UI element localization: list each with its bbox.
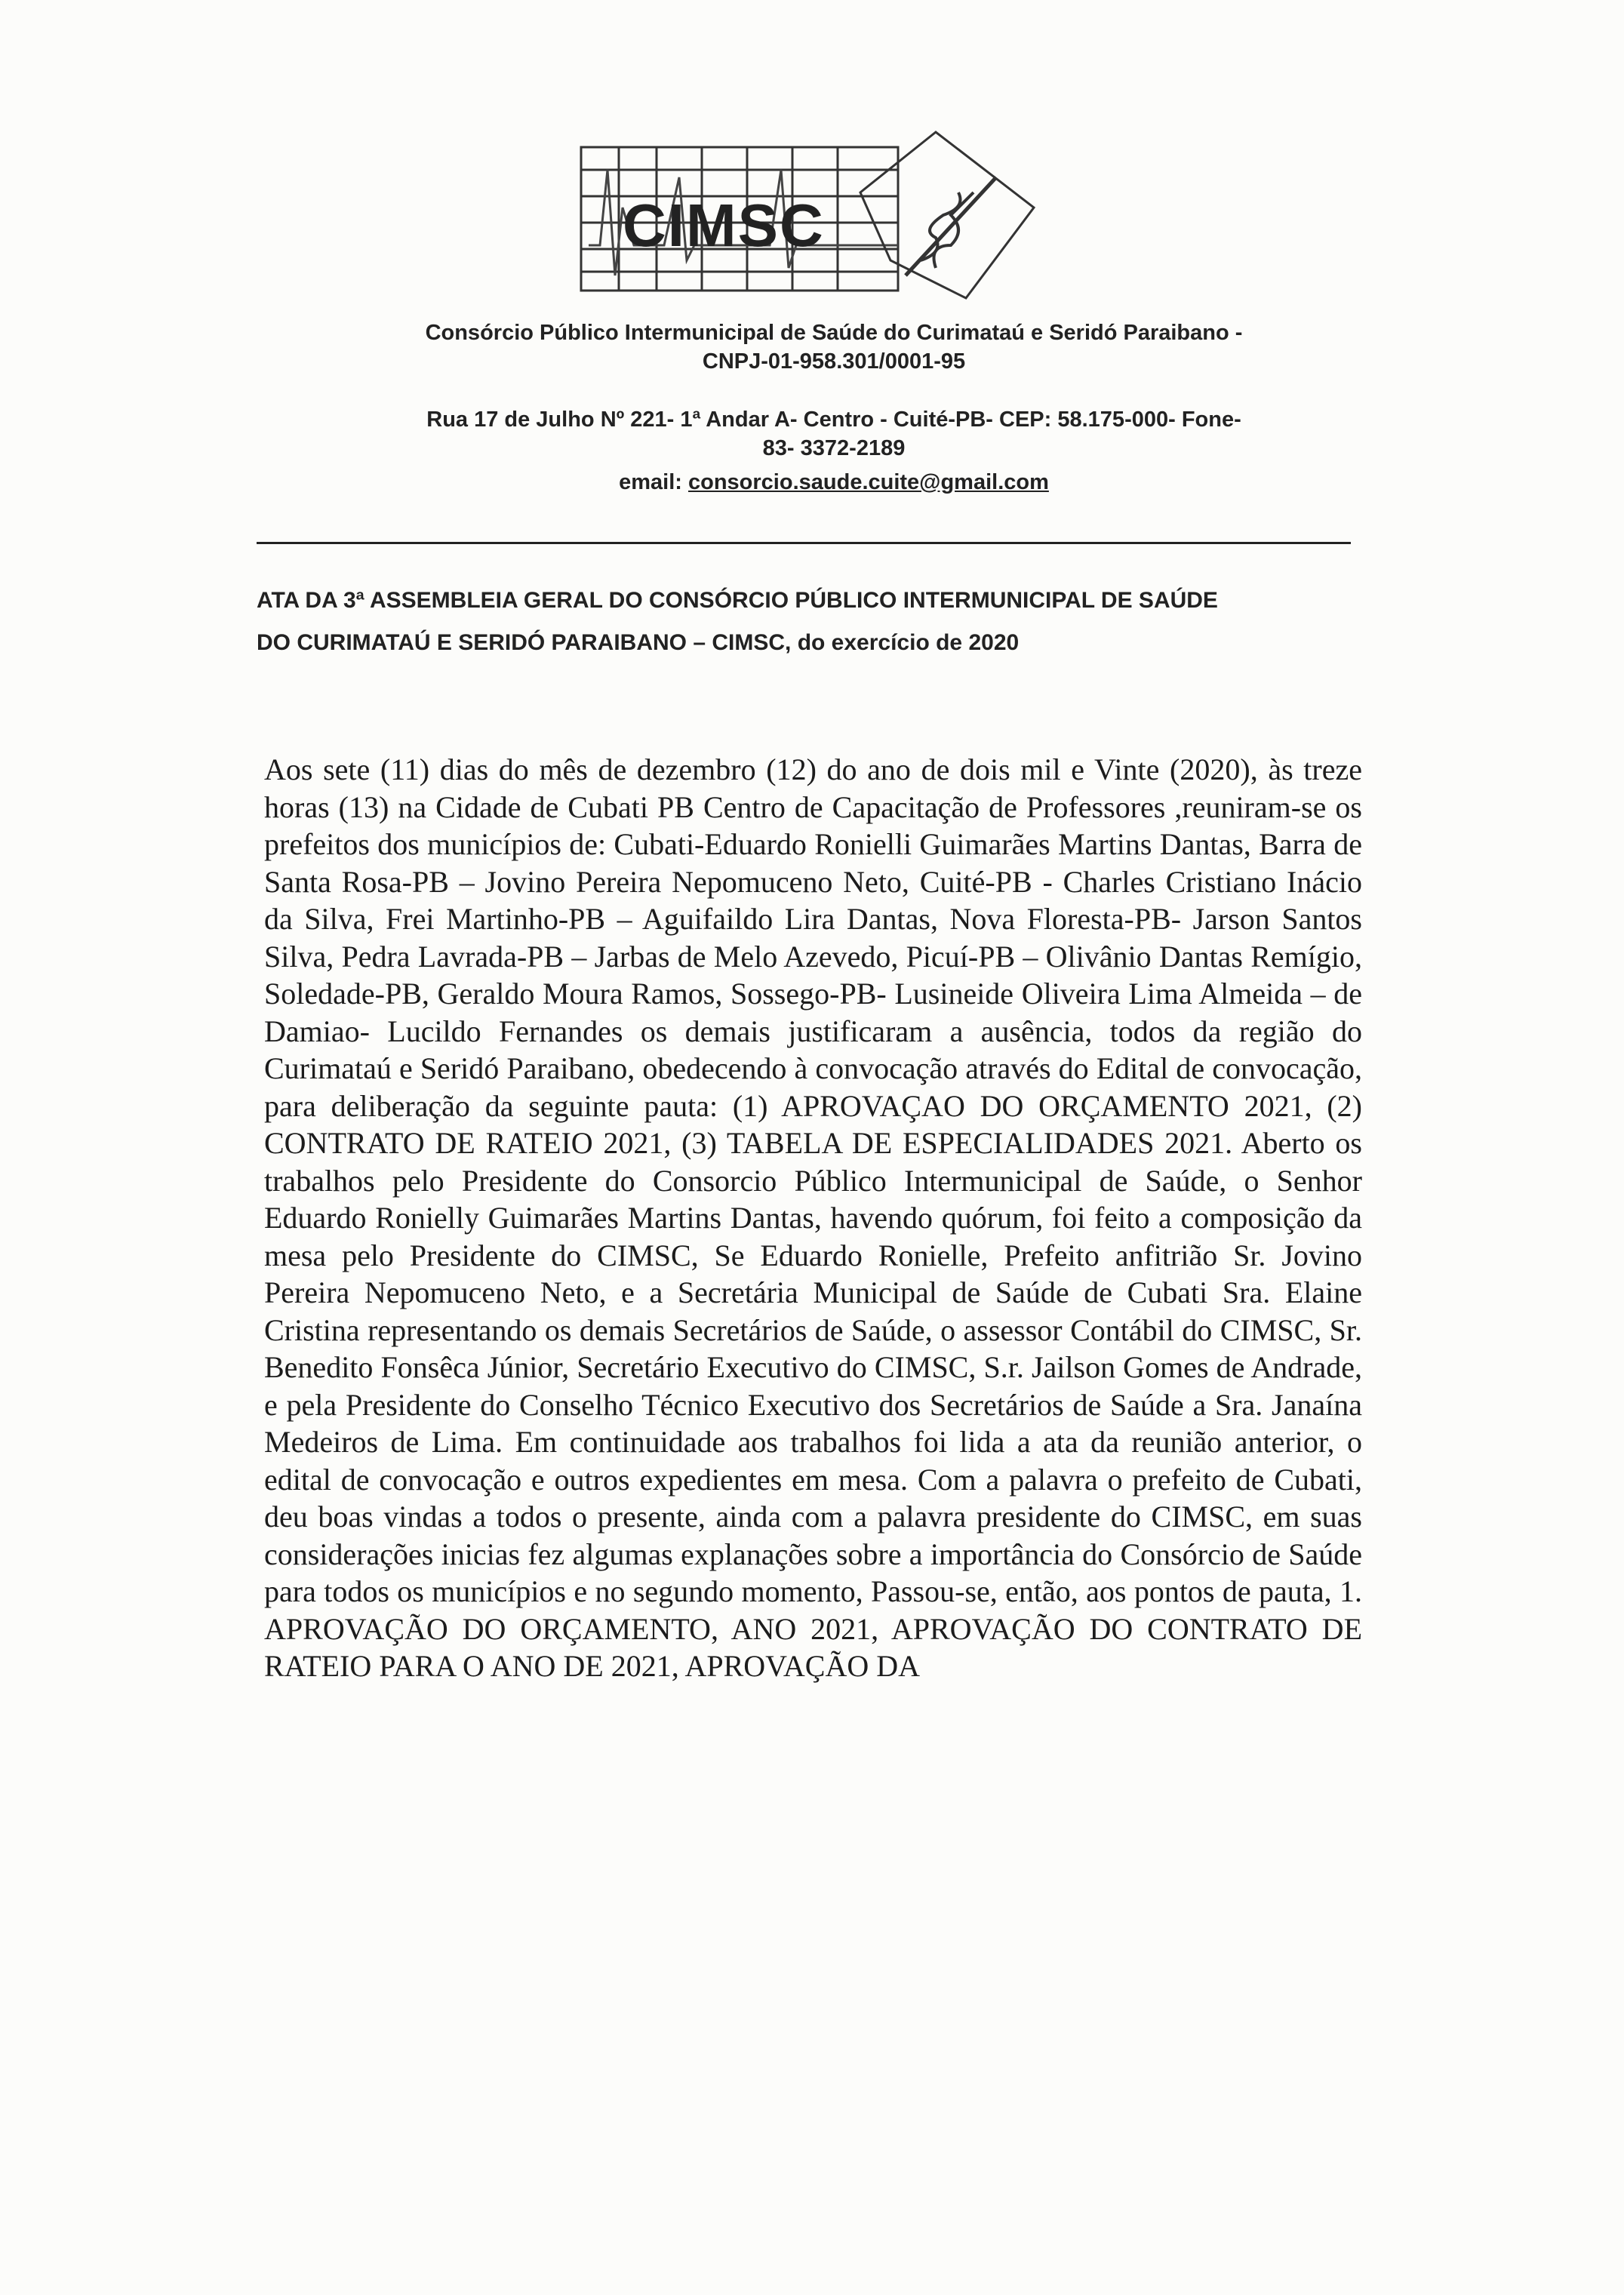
- phone-line: 83- 3372-2189: [762, 436, 906, 460]
- header-divider: [257, 542, 1351, 544]
- title-line-2: DO CURIMATAÚ E SERIDÓ PARAIBANO – CIMSC, do exercício de 2020: [257, 630, 1020, 655]
- organization-cnpj: CNPJ-01-958.301/0001-95: [702, 349, 966, 374]
- address-line: Rua 17 de Julho Nº 221- 1ª Andar A- Centro - Cuité-PB- CEP: 58.175-000- Fone-: [426, 408, 1241, 432]
- document-title: [257, 580, 1404, 664]
- title-line-1: ATA DA 3ª ASSEMBLEIA GERAL DO CONSÓRCIO PÚBLICO INTERMUNICIPAL DE SAÚDE: [257, 588, 1218, 613]
- header-address: [287, 405, 1381, 463]
- organization-name: Consórcio Público Intermunicipal de Saúde do Curimataú e Seridó Paraibano -: [425, 321, 1243, 345]
- email-label: email:: [619, 470, 682, 494]
- email-link[interactable]: consorcio.saude.cuite@gmail.com: [687, 470, 1049, 494]
- logo-text: CIMSC: [623, 192, 825, 259]
- header-email: [287, 468, 1381, 497]
- cimsc-logo: [574, 125, 1041, 328]
- header-organization: [287, 318, 1381, 376]
- minutes-paragraph: Aos sete (11) dias do mês de dezembro (12) do ano de dois mil e Vinte (2020), às treze horas (13) na Cidade de Cubati PB Centro de Capacitação de Professores ,reuniram-se os prefeitos dos municípios de: Cubati-Eduardo Ronielli Guimarães Martins Dantas, Barra de Santa Rosa-PB – Jovino Pereira Nepomuceno Neto, Cuité-PB - Charles Cristiano Inácio da Silva, Frei Martinho-PB – Aguifaildo Lira Dantas, Nova Floresta-PB- Jarson Santos Silva, Pedra Lavrada-PB – Jarbas de Melo Azevedo, Picuí-PB – Olivânio Dantas Remígio, Soledade-PB, Geraldo Moura Ramos, Sossego-PB- Lusineide Oliveira Lima Almeida – de Damiao- Lucildo Fernandes os demais justificaram a ausência, todos da região do Curimataú e Seridó Paraibano, obedecendo à convocação através do Edital de convocação, para deliberação da seguinte pauta: (1) APROVAÇAO DO ORÇAMENTO 2021, (2) CONTRATO DE RATEIO 2021, (3) TABELA DE ESPECIALIDADES 2021. Aberto os trabalhos pelo Presidente do Consorcio Público Intermunicipal de Saúde, o Senhor Eduardo Ronielly Guimarães Martins Dantas, havendo quórum, foi feito a composição da mesa pelo Presidente do CIMSC, Se Eduardo Ronielle, Prefeito anfitrião Sr. Jovino Pereira Nepomuceno Neto, e a Secretária Municipal de Saúde de Cubati Sra. Elaine Cristina representando os demais Secretários de Saúde, o assessor Contábil do CIMSC, Sr. Benedito Fonsêca Júnior, Secretário Executivo do CIMSC, S.r. Jailson Gomes de Andrade, e pela Presidente do Conselho Técnico Executivo dos Secretários de Saúde a Sra. Janaína Medeiros de Lima. Em continuidade aos trabalhos foi lida a ata da reunião anterior, o edital de convocação e outros expedientes em mesa. Com a palavra o prefeito de Cubati, deu boas vindas a todos o presente, ainda com a palavra presidente do CIMSC, em suas considerações inicias fez algumas explanações sobre a importância do Consórcio de Saúde para todos os municípios e no segundo momento, Passou-se, então, aos pontos de pauta, 1. APROVAÇÃO DO ORÇAMENTO, ANO 2021, APROVAÇÃO DO CONTRATO DE RATEIO PARA O ANO DE 2021, APROVAÇÃO DA: [264, 752, 1362, 1683]
